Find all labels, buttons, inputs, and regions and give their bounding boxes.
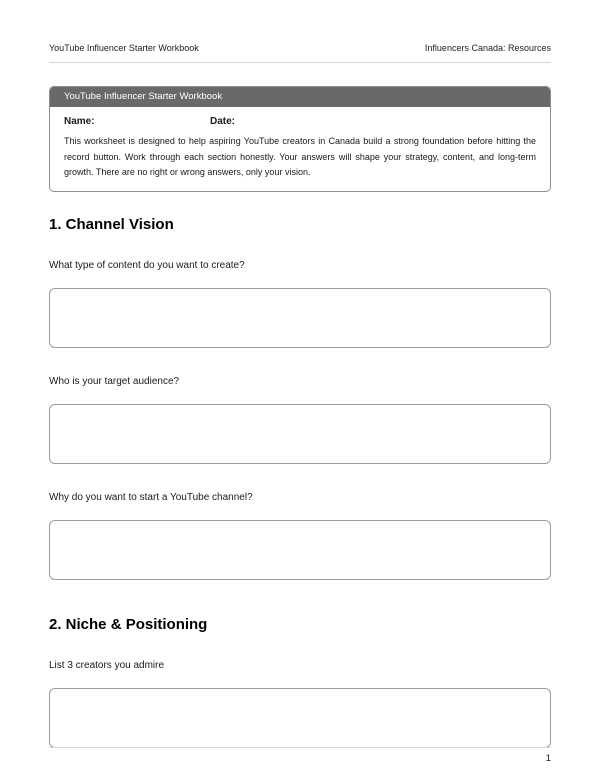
name-label: Name: — [64, 116, 95, 127]
info-box-title-bar — [50, 87, 550, 107]
answer-box-2[interactable] — [49, 404, 551, 464]
header-left-title: YouTube Influencer Starter Workbook — [49, 43, 199, 53]
running-header — [49, 0, 551, 53]
header-right-title: Influencers Canada: Resources — [424, 43, 551, 53]
section-2-heading: 2. Niche & Positioning — [49, 615, 208, 633]
answer-box-3[interactable] — [49, 520, 551, 580]
running-footer — [49, 747, 551, 764]
workbook-info-box — [49, 86, 551, 192]
info-box-title: YouTube Influencer Starter Workbook — [64, 91, 223, 102]
footer-rule — [49, 747, 551, 748]
answer-box-1[interactable] — [49, 288, 551, 348]
info-box-fields — [50, 107, 550, 127]
question-1-label: What type of content do you want to create? — [49, 259, 245, 271]
page-content — [49, 0, 551, 748]
header-rule — [49, 62, 551, 63]
question-2-label: Who is your target audience? — [49, 375, 180, 387]
question-3-label: Why do you want to start a YouTube channel? — [49, 491, 253, 503]
question-4-label: List 3 creators you admire — [49, 659, 165, 671]
page-number: 1 — [545, 753, 551, 764]
info-box-description: This worksheet is designed to help aspiring YouTube creators in Canada build a strong foundation before hitting the record button. Work through each section honestly. Your answers will shape your strategy, content, and long-term growth. There are no right or wrong answers, only your vision. — [64, 136, 536, 177]
date-label: Date: — [210, 116, 236, 127]
answer-box-4[interactable] — [49, 688, 551, 748]
section-1-heading: 1. Channel Vision — [49, 215, 174, 233]
